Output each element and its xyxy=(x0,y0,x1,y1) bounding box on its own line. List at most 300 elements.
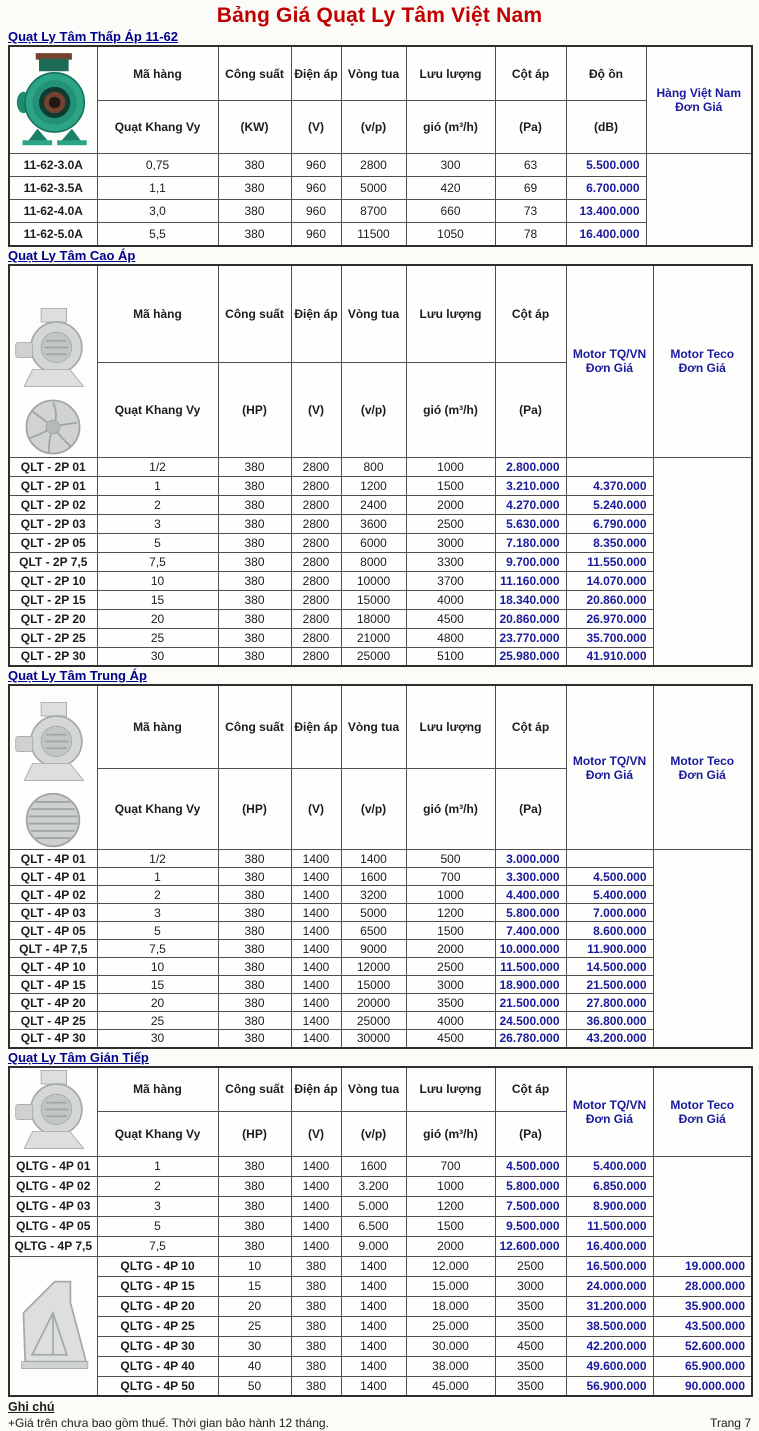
value-cell: 2500 xyxy=(406,958,495,976)
price-cell: 9.500.000 xyxy=(495,1216,566,1236)
value-cell: 1400 xyxy=(291,1156,341,1176)
price-cell: 19.000.000 xyxy=(653,1256,752,1276)
table-row xyxy=(9,958,752,976)
column-header-unit: (HP) xyxy=(218,769,291,850)
header-line: Motor TQ/VN xyxy=(572,1097,647,1112)
column-header-unit: (V) xyxy=(291,101,341,154)
model-cell: QLT - 2P 02 xyxy=(9,495,97,514)
price-cell: 14.070.000 xyxy=(566,571,653,590)
value-cell: 3700 xyxy=(406,571,495,590)
value-cell: 20 xyxy=(97,609,218,628)
price-cell: 25.980.000 xyxy=(495,647,566,666)
value-cell: 1 xyxy=(97,476,218,495)
value-cell: 78 xyxy=(495,223,566,246)
value-cell: 2 xyxy=(97,495,218,514)
header-line: Motor Teco xyxy=(670,753,735,768)
value-cell: 4800 xyxy=(406,628,495,647)
value-cell: 15 xyxy=(218,1276,291,1296)
table-row xyxy=(9,1276,752,1296)
value-cell: 20000 xyxy=(341,994,406,1012)
model-cell: QLTG - 4P 01 xyxy=(9,1156,97,1176)
price-cell: 65.900.000 xyxy=(653,1356,752,1376)
table-row xyxy=(9,1256,752,1276)
price-cell: 7.500.000 xyxy=(495,1196,566,1216)
value-cell: 380 xyxy=(218,1216,291,1236)
price-cell: 35.900.000 xyxy=(653,1296,752,1316)
value-cell: 2000 xyxy=(406,940,495,958)
value-cell: 2800 xyxy=(291,533,341,552)
green-centrifugal-fan-image xyxy=(9,46,97,154)
grey-blower-icon xyxy=(14,306,92,394)
price-cell: 3.300.000 xyxy=(495,868,566,886)
value-cell: 45.000 xyxy=(406,1376,495,1396)
value-cell: 3000 xyxy=(495,1276,566,1296)
value-cell: 1200 xyxy=(406,904,495,922)
column-header-unit: (V) xyxy=(291,1112,341,1156)
table-row xyxy=(9,886,752,904)
value-cell: 3,0 xyxy=(97,200,218,223)
value-cell: 1400 xyxy=(291,994,341,1012)
table-row xyxy=(9,476,752,495)
value-cell: 3200 xyxy=(341,886,406,904)
fan-housing-icon xyxy=(13,1274,93,1378)
value-cell: 380 xyxy=(218,154,291,177)
table-row xyxy=(9,1376,752,1396)
value-cell: 15 xyxy=(97,590,218,609)
price-table xyxy=(8,264,753,668)
column-header: Vòng tua xyxy=(341,265,406,363)
value-cell: 3000 xyxy=(406,976,495,994)
value-cell: 1400 xyxy=(291,922,341,940)
value-cell: 10 xyxy=(218,1256,291,1276)
value-cell: 63 xyxy=(495,154,566,177)
table-row xyxy=(9,609,752,628)
column-header: Mã hàng xyxy=(97,1067,218,1112)
table-row xyxy=(9,994,752,1012)
value-cell: 8700 xyxy=(341,200,406,223)
header-line: Đơn Giá xyxy=(675,100,723,114)
model-cell: QLTG - 4P 10 xyxy=(97,1256,218,1276)
price-cell: 11.550.000 xyxy=(566,552,653,571)
header-line: Motor TQ/VN xyxy=(572,347,647,361)
column-header: Công suất xyxy=(218,46,291,101)
model-cell: QLT - 4P 20 xyxy=(9,994,97,1012)
value-cell: 2000 xyxy=(406,1236,495,1256)
table-row xyxy=(9,922,752,940)
value-cell: 2800 xyxy=(291,590,341,609)
column-header-unit: gió (m³/h) xyxy=(406,362,495,457)
value-cell: 1200 xyxy=(341,476,406,495)
value-cell: 1400 xyxy=(291,868,341,886)
value-cell: 1,1 xyxy=(97,177,218,200)
grey-high-pressure-blower-image xyxy=(9,265,97,458)
table-row xyxy=(9,457,752,476)
column-header xyxy=(653,685,752,850)
value-cell: 3600 xyxy=(341,514,406,533)
table-row xyxy=(9,1296,752,1316)
header-line: Đơn Giá xyxy=(585,767,634,782)
model-cell: QLT - 2P 20 xyxy=(9,609,97,628)
grey-fan-housing-image xyxy=(9,1256,97,1396)
value-cell: 3 xyxy=(97,904,218,922)
value-cell: 25000 xyxy=(341,1012,406,1030)
price-cell: 41.910.000 xyxy=(566,647,653,666)
model-cell: QLT - 2P 15 xyxy=(9,590,97,609)
table-row xyxy=(9,1216,752,1236)
table-row xyxy=(9,514,752,533)
value-cell: 380 xyxy=(218,922,291,940)
value-cell: 1500 xyxy=(406,922,495,940)
column-header-unit: (Pa) xyxy=(495,769,566,850)
fan-impeller-icon xyxy=(23,397,83,457)
value-cell: 15 xyxy=(97,976,218,994)
column-header-unit: (Pa) xyxy=(495,1112,566,1156)
value-cell: 6500 xyxy=(341,922,406,940)
value-cell: 25 xyxy=(218,1316,291,1336)
table-row xyxy=(9,647,752,666)
price-cell: 5.630.000 xyxy=(495,514,566,533)
price-cell xyxy=(566,457,653,476)
section-title: Quạt Ly Tâm Thấp Áp 11-62 xyxy=(8,29,179,44)
notes-heading: Ghi chú xyxy=(8,1400,55,1414)
value-cell: 3500 xyxy=(495,1356,566,1376)
model-cell: QLTG - 4P 7,5 xyxy=(9,1236,97,1256)
price-sheet-page xyxy=(0,3,759,1431)
price-cell: 5.400.000 xyxy=(566,1156,653,1176)
value-cell: 6.500 xyxy=(341,1216,406,1236)
header-line: Đơn Giá xyxy=(678,1111,726,1126)
column-header xyxy=(653,265,752,458)
value-cell: 420 xyxy=(406,177,495,200)
value-cell: 380 xyxy=(218,994,291,1012)
value-cell: 960 xyxy=(291,223,341,246)
table-row xyxy=(9,1012,752,1030)
column-header-unit: (V) xyxy=(291,362,341,457)
model-cell: QLTG - 4P 02 xyxy=(9,1176,97,1196)
model-cell: QLTG - 4P 30 xyxy=(97,1336,218,1356)
value-cell: 2400 xyxy=(341,495,406,514)
model-cell: QLT - 2P 7,5 xyxy=(9,552,97,571)
value-cell: 380 xyxy=(291,1256,341,1276)
price-cell: 43.200.000 xyxy=(566,1030,653,1048)
header-row xyxy=(9,46,752,101)
table-row xyxy=(9,590,752,609)
value-cell: 1000 xyxy=(406,457,495,476)
value-cell: 1400 xyxy=(291,976,341,994)
value-cell: 3500 xyxy=(495,1316,566,1336)
value-cell: 6000 xyxy=(341,533,406,552)
price-section-2 xyxy=(0,248,759,668)
value-cell: 1 xyxy=(97,1156,218,1176)
value-cell: 1400 xyxy=(291,1030,341,1048)
value-cell: 2800 xyxy=(291,495,341,514)
column-header: Công suất xyxy=(218,1067,291,1112)
fan-wheel-icon xyxy=(24,791,82,849)
table-row xyxy=(9,1196,752,1216)
value-cell: 1400 xyxy=(341,1316,406,1336)
price-cell: 8.900.000 xyxy=(566,1196,653,1216)
value-cell: 2500 xyxy=(406,514,495,533)
table-row xyxy=(9,904,752,922)
value-cell: 10000 xyxy=(341,571,406,590)
value-cell: 1400 xyxy=(291,940,341,958)
column-header-unit: (HP) xyxy=(218,1112,291,1156)
value-cell: 4000 xyxy=(406,590,495,609)
price-cell: 42.200.000 xyxy=(566,1336,653,1356)
price-cell: 24.500.000 xyxy=(495,1012,566,1030)
grey-indirect-blower-image xyxy=(9,1067,97,1157)
value-cell: 9000 xyxy=(341,940,406,958)
model-cell: 11-62-4.0A xyxy=(9,200,97,223)
table-row xyxy=(9,177,752,200)
table-row xyxy=(9,628,752,647)
price-cell: 8.600.000 xyxy=(566,922,653,940)
price-cell: 9.700.000 xyxy=(495,552,566,571)
value-cell: 1600 xyxy=(341,868,406,886)
model-cell: QLT - 4P 30 xyxy=(9,1030,97,1048)
value-cell: 1400 xyxy=(291,958,341,976)
price-section-3 xyxy=(0,668,759,1049)
value-cell: 380 xyxy=(218,628,291,647)
column-header-unit: gió (m³/h) xyxy=(406,769,495,850)
note-row xyxy=(8,1415,751,1431)
value-cell: 2800 xyxy=(291,514,341,533)
value-cell: 380 xyxy=(218,590,291,609)
price-cell: 20.860.000 xyxy=(495,609,566,628)
value-cell: 10 xyxy=(97,571,218,590)
model-cell: QLT - 2P 25 xyxy=(9,628,97,647)
column-header: Mã hàng xyxy=(97,685,218,769)
price-cell: 5.500.000 xyxy=(566,154,646,177)
product-photos xyxy=(10,1068,97,1156)
model-cell: QLT - 2P 01 xyxy=(9,457,97,476)
column-header xyxy=(646,46,752,154)
green-fan-icon xyxy=(16,47,90,153)
price-cell: 27.800.000 xyxy=(566,994,653,1012)
column-header-unit: (dB) xyxy=(566,101,646,154)
model-cell: QLT - 4P 05 xyxy=(9,922,97,940)
column-header-unit: Quạt Khang Vy xyxy=(97,1112,218,1156)
value-cell: 380 xyxy=(218,958,291,976)
column-header: Vòng tua xyxy=(341,46,406,101)
table-row xyxy=(9,552,752,571)
price-cell: 38.500.000 xyxy=(566,1316,653,1336)
model-cell: QLT - 2P 05 xyxy=(9,533,97,552)
header-row xyxy=(9,685,752,769)
value-cell: 30000 xyxy=(341,1030,406,1048)
value-cell: 18000 xyxy=(341,609,406,628)
price-cell: 7.400.000 xyxy=(495,922,566,940)
value-cell: 25000 xyxy=(341,647,406,666)
value-cell: 380 xyxy=(218,533,291,552)
value-cell: 15000 xyxy=(341,590,406,609)
value-cell: 5000 xyxy=(341,904,406,922)
value-cell: 1400 xyxy=(341,850,406,868)
value-cell: 3500 xyxy=(495,1376,566,1396)
price-cell: 23.770.000 xyxy=(495,628,566,647)
value-cell: 1400 xyxy=(291,886,341,904)
value-cell: 38.000 xyxy=(406,1356,495,1376)
value-cell: 2000 xyxy=(406,495,495,514)
price-section-1 xyxy=(0,29,759,247)
footer xyxy=(8,1400,751,1431)
product-photos xyxy=(10,266,97,457)
table-row xyxy=(9,868,752,886)
price-cell: 35.700.000 xyxy=(566,628,653,647)
value-cell: 1200 xyxy=(406,1196,495,1216)
price-cell: 11.500.000 xyxy=(566,1216,653,1236)
price-cell: 26.780.000 xyxy=(495,1030,566,1048)
value-cell: 5 xyxy=(97,533,218,552)
column-header xyxy=(566,1067,653,1157)
model-cell: QLTG - 4P 50 xyxy=(97,1376,218,1396)
header-line: Đơn Giá xyxy=(678,767,726,782)
column-header-unit: (HP) xyxy=(218,362,291,457)
column-header: Lưu lượng xyxy=(406,1067,495,1112)
price-cell: 7.180.000 xyxy=(495,533,566,552)
value-cell: 3300 xyxy=(406,552,495,571)
value-cell: 1000 xyxy=(406,886,495,904)
price-cell: 20.860.000 xyxy=(566,590,653,609)
value-cell: 5100 xyxy=(406,647,495,666)
grey-medium-pressure-blower-image xyxy=(9,685,97,850)
value-cell: 380 xyxy=(218,223,291,246)
model-cell: QLTG - 4P 15 xyxy=(97,1276,218,1296)
column-header-unit: gió (m³/h) xyxy=(406,1112,495,1156)
model-cell: QLT - 4P 15 xyxy=(9,976,97,994)
section-title: Quạt Ly Tâm Cao Áp xyxy=(8,247,136,263)
value-cell: 30 xyxy=(97,1030,218,1048)
value-cell: 25 xyxy=(97,628,218,647)
value-cell: 11500 xyxy=(341,223,406,246)
price-cell: 6.700.000 xyxy=(566,177,646,200)
price-cell: 21.500.000 xyxy=(566,976,653,994)
value-cell: 2800 xyxy=(291,457,341,476)
model-cell: QLTG - 4P 03 xyxy=(9,1196,97,1216)
price-cell: 21.500.000 xyxy=(495,994,566,1012)
note-text: +Giá trên chưa bao gồm thuế. Thời gian bảo hành 12 tháng. xyxy=(8,1416,329,1430)
value-cell: 69 xyxy=(495,177,566,200)
value-cell: 380 xyxy=(218,609,291,628)
grey-blower-icon xyxy=(14,700,92,788)
table-row xyxy=(9,223,752,246)
value-cell: 10 xyxy=(97,958,218,976)
value-cell: 5 xyxy=(97,1216,218,1236)
value-cell: 380 xyxy=(218,457,291,476)
price-cell: 6.790.000 xyxy=(566,514,653,533)
value-cell: 380 xyxy=(218,1196,291,1216)
column-header: Vòng tua xyxy=(341,685,406,769)
value-cell: 1400 xyxy=(341,1256,406,1276)
value-cell: 380 xyxy=(218,200,291,223)
value-cell: 1600 xyxy=(341,1156,406,1176)
column-header: Mã hàng xyxy=(97,46,218,101)
column-header: Cột áp xyxy=(495,1067,566,1112)
price-cell: 5.400.000 xyxy=(566,886,653,904)
value-cell: 7,5 xyxy=(97,1236,218,1256)
value-cell: 1400 xyxy=(291,904,341,922)
column-header-unit: Quạt Khang Vy xyxy=(97,101,218,154)
value-cell: 5 xyxy=(97,922,218,940)
column-header-unit: (v/p) xyxy=(341,1112,406,1156)
value-cell: 500 xyxy=(406,850,495,868)
model-cell: QLT - 4P 02 xyxy=(9,886,97,904)
price-cell: 52.600.000 xyxy=(653,1336,752,1356)
model-cell: QLT - 2P 30 xyxy=(9,647,97,666)
value-cell: 2800 xyxy=(341,154,406,177)
value-cell: 4500 xyxy=(495,1336,566,1356)
table-row xyxy=(9,1356,752,1376)
price-cell: 10.000.000 xyxy=(495,940,566,958)
price-cell: 13.400.000 xyxy=(566,200,646,223)
page-number: Trang 7 xyxy=(710,1416,751,1430)
model-cell: QLT - 2P 01 xyxy=(9,476,97,495)
table-row xyxy=(9,850,752,868)
value-cell: 3 xyxy=(97,514,218,533)
value-cell: 380 xyxy=(218,571,291,590)
value-cell: 4000 xyxy=(406,1012,495,1030)
column-header: Điện áp xyxy=(291,46,341,101)
value-cell: 5,5 xyxy=(97,223,218,246)
price-cell: 4.270.000 xyxy=(495,495,566,514)
value-cell: 300 xyxy=(406,154,495,177)
column-header: Công suất xyxy=(218,685,291,769)
value-cell: 7,5 xyxy=(97,552,218,571)
value-cell: 25 xyxy=(97,1012,218,1030)
value-cell: 1400 xyxy=(291,1216,341,1236)
price-cell: 11.160.000 xyxy=(495,571,566,590)
table-row xyxy=(9,1030,752,1048)
value-cell: 8000 xyxy=(341,552,406,571)
header-line: Motor Teco xyxy=(670,347,735,361)
price-cell: 6.850.000 xyxy=(566,1176,653,1196)
table-row xyxy=(9,571,752,590)
price-section-4 xyxy=(0,1050,759,1398)
price-cell: 28.000.000 xyxy=(653,1276,752,1296)
header-row xyxy=(9,265,752,363)
value-cell: 1400 xyxy=(341,1376,406,1396)
value-cell: 1400 xyxy=(291,850,341,868)
header-line: Đơn Giá xyxy=(678,361,726,375)
value-cell: 380 xyxy=(291,1336,341,1356)
column-header: Cột áp xyxy=(495,46,566,101)
value-cell: 380 xyxy=(218,1236,291,1256)
price-cell: 11.900.000 xyxy=(566,940,653,958)
price-cell: 18.900.000 xyxy=(495,976,566,994)
column-header xyxy=(653,1067,752,1157)
product-photos xyxy=(10,1274,97,1378)
value-cell: 2 xyxy=(97,1176,218,1196)
price-cell: 31.200.000 xyxy=(566,1296,653,1316)
table-row xyxy=(9,1156,752,1176)
header-line: Đơn Giá xyxy=(585,1111,634,1126)
header-line: Motor Teco xyxy=(670,1097,735,1112)
value-cell: 700 xyxy=(406,868,495,886)
value-cell: 1400 xyxy=(291,1176,341,1196)
value-cell: 30 xyxy=(218,1336,291,1356)
table-row xyxy=(9,1236,752,1256)
column-header: Mã hàng xyxy=(97,265,218,363)
value-cell: 30.000 xyxy=(406,1336,495,1356)
column-header: Lưu lượng xyxy=(406,685,495,769)
model-cell: QLT - 2P 03 xyxy=(9,514,97,533)
value-cell: 380 xyxy=(218,476,291,495)
model-cell: QLT - 4P 01 xyxy=(9,850,97,868)
value-cell: 2800 xyxy=(291,476,341,495)
price-cell xyxy=(566,850,653,868)
price-table xyxy=(8,684,753,1049)
price-cell: 4.500.000 xyxy=(566,868,653,886)
